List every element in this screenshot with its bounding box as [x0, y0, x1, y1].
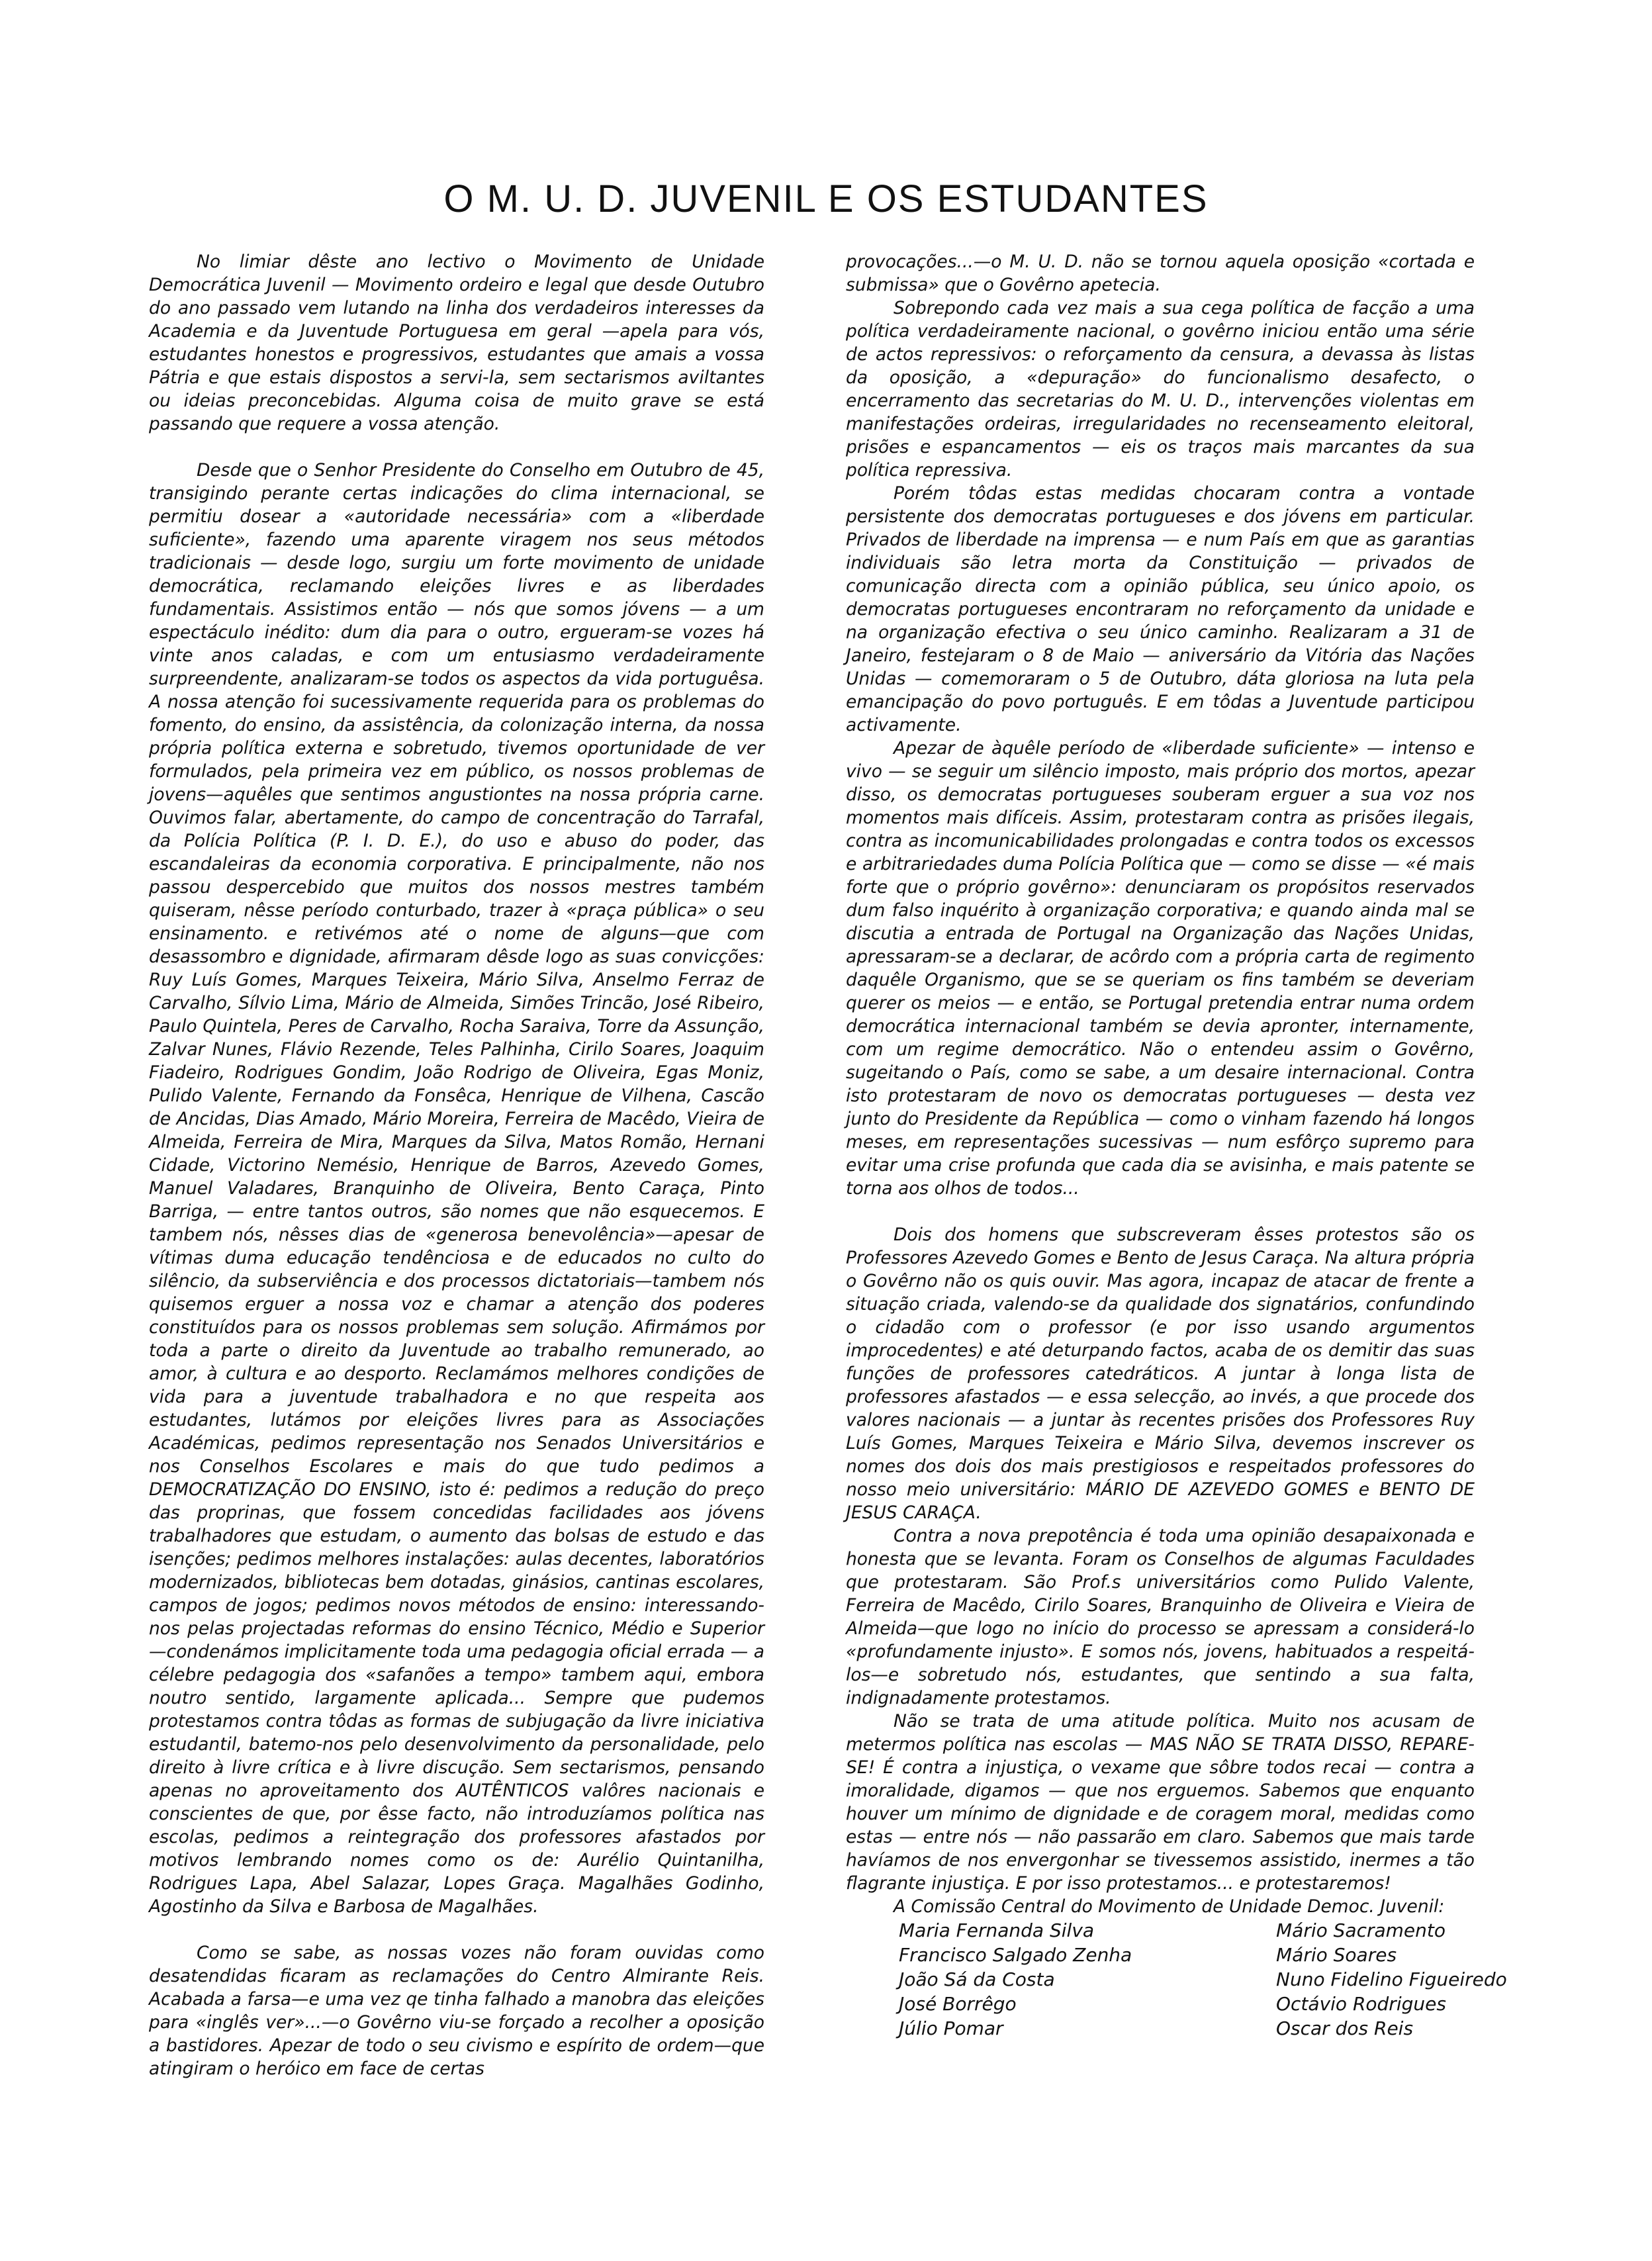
signature-title: A Comissão Central do Movimento de Unidade Democ. Juvenil:: [894, 1896, 1445, 1917]
paragraph: Como se sabe, as nossas vozes não foram ouvidas como desatendidas ficaram as reclamações do Centro Almirante Reis. Acabada a farsa—e uma vez qe tinha falhado a manobra das eleições para «inglês ver»...—o Govêrno viu-se forçado a recolher a oposição a bastidores. Apezar de todo o seu civismo e espírito de ordem—que atingiram o heróico em face de certas: [149, 1943, 764, 2079]
left-column: [149, 250, 764, 2080]
paragraph: No limiar dêste ano lectivo o Movimento de Unidade Democrática Juvenil — Movimento ordeiro e legal que desde Outubro do ano passado vem lutando na linha dos verdadeiros interesses da Academia e da Juventude Portuguesa em geral —apela para vós, estudantes honestos e progressivos, estudantes que amais a vossa Pátria e que estais dispostos a servi-la, sem sectarismos aviltantes ou ideias preconcebidas. Alguma coisa de muito grave se está passando que requere a vossa atenção.: [149, 252, 764, 434]
signatory-name: Oscar dos Reis: [1276, 2017, 1414, 2039]
signatory-name: José Borrêgo: [899, 1993, 1017, 2015]
paragraph: Contra a nova prepotência é toda uma opinião desapaixonada e honesta que se levanta. Foram os Conselhos de algumas Faculdades que protestaram. São Prof.s universitários como Pulido Valente, Ferreira de Macêdo, Cirilo Soares, Branquinho de Oliveira e Vieira de Almeida—que logo no início do processo se apressam a considerá-lo «profundamente injusto». E somos nós, jovens, habituados a respeitá-los—e sobretudo nós, estudantes, que sentindo a sua falta, indignadamente protestamos.: [846, 1526, 1475, 1708]
paragraph: Porém tôdas estas medidas chocaram contra a vontade persistente dos democratas portugueses e dos jóvens em particular. Privados de liberdade na imprensa — e num País em que as garantias individuais são letra morta da Constituição — privados de comunicação directa com a opinião pública, seu único apoio, os democratas portugueses encontraram no reforçamento da unidade e na organização efectiva o seu único caminho. Realizaram a 31 de Janeiro, festejaram o 8 de Maio — aniversário da Vitória das Nações Unidas — comemoraram o 5 de Outubro, dáta gloriosa na luta pela emancipação do povo português. E em tôdas a Juventude participou activamente.: [846, 483, 1475, 735]
signatory-name: Maria Fernanda Silva: [899, 1919, 1095, 1941]
signatory-name: Júlio Pomar: [899, 2017, 1003, 2039]
signatory-name: Mário Sacramento: [1276, 1919, 1446, 1941]
signatory-name: Octávio Rodrigues: [1276, 1993, 1446, 2015]
document-title: O M. U. D. JUVENIL E OS ESTUDANTES: [443, 177, 1209, 220]
paragraph: provocações...—o M. U. D. não se tornou aquela oposição «cortada e submissa» que o Govêrno apetecia.: [846, 252, 1475, 295]
paragraph: Sobrepondo cada vez mais a sua cega política de facção a uma política verdadeiramente nacional, o govêrno iniciou então uma série de actos repressivos: o reforçamento da censura, a devassa às listas da oposição, a «depuração» do funcionalismo desafecto, o encerramento das secretarias do M. U. D., intervenções violentas em manifestações ordeiras, irregularidades no recenseamento eleitoral, prisões e espancamentos — eis os traços mais marcantes da sua política repressiva.: [846, 298, 1475, 481]
right-column: [846, 250, 1507, 2041]
paragraph: Apezar de àquêle período de «liberdade suficiente» — intenso e vivo — se seguir um silêncio imposto, mais próprio dos mortos, apezar disso, os democratas portugueses souberam erguer a sua voz nos momentos mais difíceis. Assim, protestaram contra as prisões ilegais, contra as incomunicabilidades prolongadas e contra todos os excessos e arbitrariedades duma Polícia Política que — como se disse — «é mais forte que o próprio govêrno»: denunciaram os propósitos reservados dum falso inquérito à organização corporativa; e quando ainda mal se discutia a entrada de Portugal na Organização das Nações Unidas, apressaram-se a declarar, de acôrdo com a própria carta de regimento daquêle Organismo, que se se queriam os fins também se deveriam querer os meios — e então, se Portugal pretendia entrar numa ordem democrática internacional também se devia apronter, internamente, com um regime democrático. Não o entendeu assim o Govêrno, sugeitando o País, como se sabe, a um desaire internacional. Contra isto protestaram de novo os democratas portugueses — desta vez junto do Presidente da República — como o vinham fazendo há longos meses, em representações sucessivas — num esfôrço supremo para evitar uma crise profunda que cada dia se avisinha, e mais patente se torna aos olhos de todos...: [846, 738, 1475, 1199]
signatories-list: [899, 1918, 1507, 2041]
paragraph: Não se trata de uma atitude política. Muito nos acusam de metermos política nas escolas — MAS NÃO SE TRATA DISSO, REPARE-SE! É contra a injustiça, o vexame que sôbre todos recai — contra a imoralidade, digamos — que nos erguemos. Sabemos que enquanto houver um mínimo de dignidade e de coragem moral, medidas como estas — entre nós — não passarão em claro. Sabemos que mais tarde havíamos de nos envergonhar se tivessemos assistido, inermes a tão flagrante injustiça. E por isso protestamos... e protestaremos!: [846, 1711, 1475, 1894]
paragraph: Desde que o Senhor Presidente do Conselho em Outubro de 45, transigindo perante certas indicações do clima internacional, se permitiu dosear a «autoridade necessária» com a «liberdade suficiente», fazendo uma aparente viragem nos seus métodos tradicionais — desde logo, surgiu um forte movimento de unidade democrática, reclamando eleições livres e as liberdades fundamentais. Assistimos então — nós que somos jóvens — a um espectáculo inédito: dum dia para o outro, ergueram-se vozes há vinte anos caladas, e com um entusiasmo verdadeiramente surpreendente, analizaram-se todos os aspectos da vida portuguêsa. A nossa atenção foi sucessivamente requerida para os problemas do fomento, do ensino, da assistência, da colonização interna, da nossa própria política externa e sobretudo, tivemos oportunidade de ver formulados, pela primeira vez em público, os nossos problemas de jovens—aquêles que sentimos angustiontes na nossa própria carne. Ouvimos falar, abertamente, do campo de concentração do Tarrafal, da Polícia Política (P. I. D. E.), do uso e abuso do poder, das escandaleiras da economia corporativa. E principalmente, não nos passou despercebido que muitos dos nossos mestres também quiseram, nêsse período conturbado, trazer à «praça pública» o seu ensinamento. e retivémos até o nome de alguns—que com desassombro e dignidade, afirmaram dêsde logo as suas convicções: Ruy Luís Gomes, Marques Teixeira, Mário Silva, Anselmo Ferraz de Carvalho, Sílvio Lima, Mário de Almeida, Simões Trincão, José Ribeiro, Paulo Quintela, Peres de Carvalho, Rocha Saraiva, Torre da Assunção, Zalvar Nunes, Flávio Rezende, Teles Palhinha, Cirilo Soares, Joaquim Fiadeiro, Rodrigues Gondim, João Rodrigo de Oliveira, Egas Moniz, Pulido Valente, Fernando da Fonsêca, Henrique de Vilhena, Cascão de Ancidas, Dias Amado, Mário Moreira, Ferreira de Macêdo, Vieira de Almeida, Ferreira de Mira, Marques da Silva, Matos Romão, Hernani Cidade, Victorino Nemésio, Henrique de Barros, Azevedo Gomes, Manuel Valadares, Branquinho de Oliveira, Bento Caraça, Pinto Barriga, — entre tantos outros, são nomes que não esquecemos. E tambem nós, nêsses dias de «generosa benevolência»—apesar de vítimas duma educação tendênciosa e de educados no culto do silêncio, da subserviência e dos processos dictatoriais—tambem nós quisemos erguer a nossa voz e chamar a atenção dos poderes constituídos para os nossos problemas sem solução. Afirmámos por toda a parte o direito da Juventude ao trabalho remunerado, ao amor, à cultura e ao desporto. Reclamámos melhores condições de vida para a juventude trabalhadora e no que respeita aos estudantes, lutámos por eleições livres para as Associações Académicas, pedimos representação nos Senados Universitários e nos Conselhos Escolares e mais do que tudo pedimos a DEMOCRATIZAÇÃO DO ENSINO, isto é: pedimos a redução do preço das proprinas, que fossem concedidas facilidades aos jóvens trabalhadores que estudam, o aumento das bolsas de estudo e das isenções; pedimos melhores instalações: aulas decentes, laboratórios modernizados, bibliotecas bem dotadas, ginásios, cantinas escolares, campos de jogos; pedimos novos métodos de ensino: interessando-nos pelas projectadas reformas do ensino Técnico, Médio e Superior —condenámos implicitamente toda uma pedagogia oficial errada — a célebre pedagogia dos «safanões a tempo» tambem aqui, embora noutro sentido, largamente aplicada... Sempre que pudemos protestamos contra tôdas as formas de subjugação da livre iniciativa estudantil, batemo-nos pelo desenvolvimento da personalidade, pelo direito à livre crítica e à livre discução. Sem sectarismos, pensando apenas no aproveitamento dos AUTÊNTICOS valôres nacionais e conscientes de que, por êsse facto, não introduzíamos política nas escolas, pedimos a reintegração dos professores afastados por motivos lembrando nomes como os de: Aurélio Quintanilha, Rodrigues Lapa, Abel Salazar, Lopes Graça. Magalhães Godinho, Agostinho da Silva e Barbosa de Magalhães.: [149, 460, 764, 1917]
signatory-name: João Sá da Costa: [899, 1968, 1055, 1990]
paragraph: Dois dos homens que subscreveram êsses protestos são os Professores Azevedo Gomes e Bento de Jesus Caraça. Na altura própria o Govêrno não os quis ouvir. Mas agora, incapaz de atacar de frente a situação criada, valendo-se da qualidade dos signatários, confundindo o cidadão com o professor (e por isso usando argumentos improcedentes) e até deturpando factos, acaba de os demitir das suas funções de professores catedráticos. A juntar à longa lista de professores afastados — e essa selecção, ao invés, a que procede dos valores nacionais — a juntar às recentes prisões dos Professores Ruy Luís Gomes, Marques Teixeira e Mário Silva, devemos inscrever os nomes dos dois dos mais prestigiosos e respeitados professores do nosso meio universitário: MÁRIO DE AZEVEDO GOMES e BENTO DE JESUS CARAÇA.: [846, 1224, 1475, 1523]
signatory-name: Francisco Salgado Zenha: [899, 1944, 1132, 1966]
signatory-name: Nuno Fidelino Figueiredo: [1276, 1968, 1507, 1990]
signatory-name: Mário Soares: [1276, 1944, 1397, 1966]
